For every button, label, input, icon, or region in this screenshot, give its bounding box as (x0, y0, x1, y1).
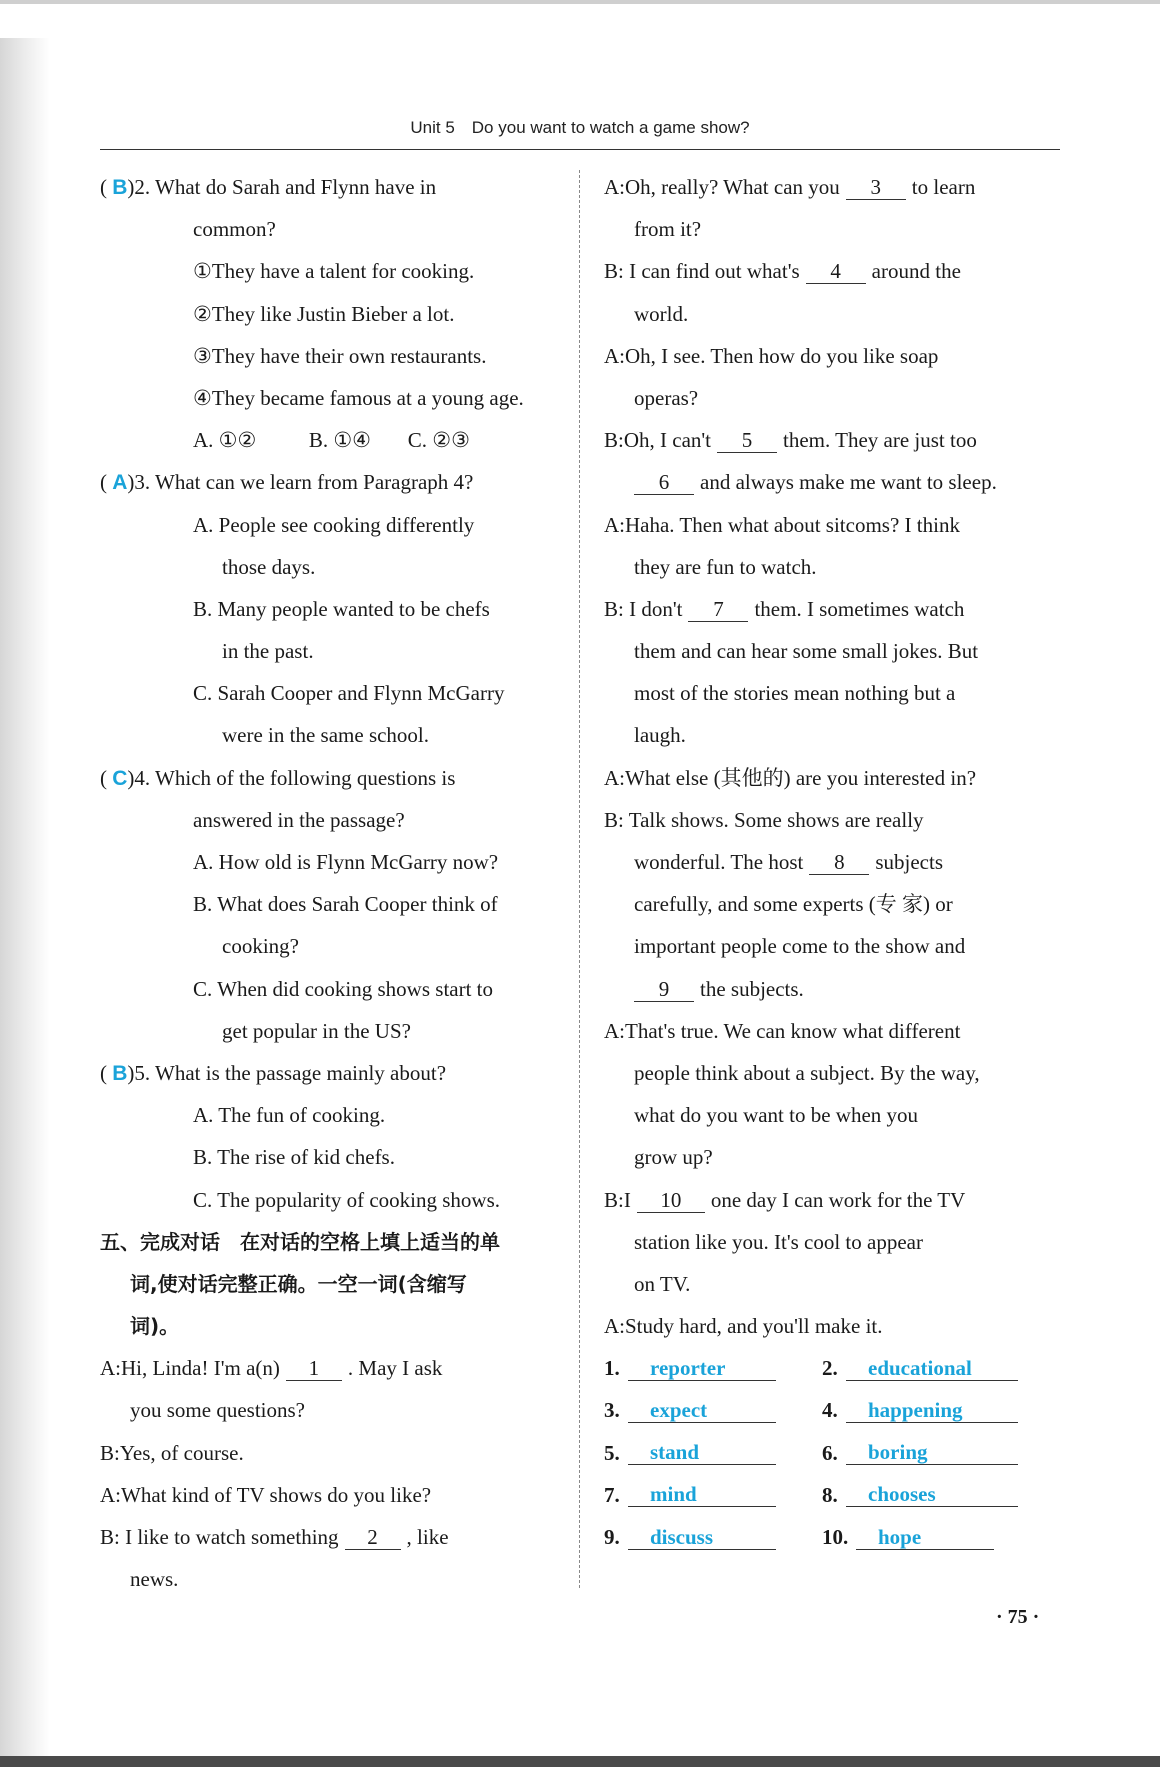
q3-option-cont: those days. (222, 554, 316, 579)
header-rule (100, 149, 1060, 150)
blank-3: 3 (846, 175, 906, 200)
top-edge-shade (0, 0, 1160, 4)
dialog-line: you some questions? (130, 1398, 305, 1423)
dialog-line: operas? (634, 385, 699, 410)
dialog-line: A:Oh, really? What can you 3 to learn (604, 175, 976, 199)
question-2: ( B)2. What do Sarah and Flynn have in (100, 175, 437, 199)
answer-q5: B (112, 1061, 128, 1085)
page-number: · 75 · (996, 1606, 1040, 1628)
blank-7: 7 (688, 597, 748, 622)
running-header: Unit 5 Do you want to watch a game show? (410, 118, 750, 137)
answer-key (604, 1347, 1060, 1558)
q5-option: B. The rise of kid chefs. (193, 1145, 395, 1170)
blank-8: 8 (809, 850, 869, 875)
dialog-line: world. (634, 301, 689, 326)
dialog-line: people think about a subject. By the way, (634, 1060, 980, 1085)
answer-q4: C (112, 766, 128, 790)
left-column (100, 166, 557, 1600)
q2-option: ②They like Justin Bieber a lot. (193, 301, 455, 326)
dialog-line: B: I don't 7 them. I sometimes watch (604, 596, 965, 621)
dialog-line: carefully, and some experts (专 家) or (634, 892, 953, 917)
blank-4: 4 (806, 259, 866, 284)
dialog-line: news. (130, 1567, 179, 1592)
answer-q2: B (112, 176, 128, 199)
dialog-line: B: I like to watch something 2 , like (100, 1525, 449, 1549)
dialog-line: A:What kind of TV shows do you like? (100, 1482, 432, 1507)
q3-option: C. Sarah Cooper and Flynn McGarry (193, 681, 505, 706)
blank-6: 6 (634, 470, 694, 495)
section-instructions: 词)。 (130, 1314, 180, 1339)
dialog-line: A:What else (其他的) are you interested in? (604, 765, 977, 790)
q3-option-cont: were in the same school. (222, 723, 430, 748)
q4-option-cont: cooking? (222, 934, 299, 959)
dialog-line: on TV. (634, 1271, 691, 1296)
blank-2: 2 (345, 1525, 401, 1550)
q5-option: C. The popularity of cooking shows. (193, 1187, 501, 1212)
dialog-line: A:Study hard, and you'll make it. (604, 1314, 883, 1339)
answer-2: educational (846, 1356, 1018, 1381)
dialog-line: station like you. It's cool to appear (634, 1229, 923, 1254)
answer-row: 5. stand 6. boring (604, 1432, 1060, 1474)
q3-option: A. People see cooking differently (193, 512, 475, 537)
q4-option-cont: get popular in the US? (222, 1018, 411, 1043)
section-title: 五、完成对话 在对话的空格上填上适当的单 (100, 1229, 500, 1254)
answer-10: hope (856, 1525, 994, 1550)
answer-4: happening (846, 1398, 1018, 1423)
q2-option: ④They became famous at a young age. (193, 385, 524, 410)
answer-9: discuss (628, 1525, 776, 1550)
q2-option: ③They have their own restaurants. (193, 343, 487, 368)
blank-1: 1 (286, 1356, 342, 1381)
section-instructions: 词,使对话完整正确。一空一词(含缩写 (130, 1271, 467, 1296)
dialog-line: grow up? (634, 1145, 713, 1170)
q3-option-cont: in the past. (222, 639, 314, 664)
q4-text: answered in the passage? (193, 807, 405, 832)
question-4: ( C)4. Which of the following questions is (100, 765, 456, 790)
blank-9: 9 (634, 977, 694, 1002)
answer-3: expect (628, 1398, 776, 1423)
answer-8: chooses (846, 1482, 1018, 1507)
page-fold-shade (0, 38, 50, 1767)
question-5: ( B)5. What is the passage mainly about? (100, 1060, 447, 1085)
q3-option: B. Many people wanted to be chefs (193, 596, 490, 621)
dialog-line: 9 the subjects. (604, 968, 1060, 1010)
dialog-line: wonderful. The host 8 subjects (634, 850, 943, 874)
q2-text: common? (193, 217, 276, 242)
dialog-line: they are fun to watch. (634, 554, 817, 579)
dialog-line: most of the stories mean nothing but a (634, 681, 956, 706)
q4-option: B. What does Sarah Cooper think of (193, 892, 498, 917)
answer-q3: A (112, 471, 128, 495)
dialog-line: important people come to the show and (634, 934, 966, 959)
answer-6: boring (846, 1440, 1018, 1465)
q5-option: A. The fun of cooking. (193, 1103, 386, 1128)
dialog-line: what do you want to be when you (634, 1103, 919, 1128)
dialog-line: them and can hear some small jokes. But (634, 639, 979, 664)
question-3: ( A)3. What can we learn from Paragraph 4? (100, 470, 474, 495)
column-divider (579, 170, 580, 1588)
dialog-line: A:That's true. We can know what different (604, 1018, 961, 1043)
dialog-line: A:Hi, Linda! I'm a(n) 1 . May I ask (100, 1356, 443, 1381)
answer-1: reporter (628, 1356, 776, 1381)
dialog-line: A:Haha. Then what about sitcoms? I think (604, 512, 960, 537)
answer-row: 1. reporter 2. educational (604, 1347, 1060, 1389)
answer-row: 9. discuss 10. hope (604, 1516, 1060, 1558)
dialog-line: 6 and always make me want to sleep. (604, 461, 1060, 503)
answer-row: 7. mind 8. chooses (604, 1474, 1060, 1516)
q2-option: ①They have a talent for cooking. (193, 259, 475, 284)
right-column (604, 166, 1060, 1558)
q4-option: C. When did cooking shows start to (193, 976, 494, 1001)
dialog-line: B:Oh, I can't 5 them. They are just too (604, 428, 977, 453)
answer-7: mind (628, 1482, 776, 1507)
dialog-line: B: Talk shows. Some shows are really (604, 807, 924, 832)
answer-row: 3. expect 4. happening (604, 1389, 1060, 1431)
dialog-line: laugh. (634, 723, 686, 748)
blank-10: 10 (637, 1188, 705, 1213)
dialog-line: from it? (634, 217, 702, 242)
q2-choices: A. ①② B. ①④ C. ②③ (193, 428, 470, 453)
dialog-line: A:Oh, I see. Then how do you like soap (604, 343, 939, 368)
bottom-edge-bar (0, 1756, 1160, 1767)
dialog-line: B: I can find out what's 4 around the (604, 259, 961, 284)
q4-option: A. How old is Flynn McGarry now? (193, 850, 499, 874)
dialog-line: B:I 10 one day I can work for the TV (604, 1187, 966, 1212)
answer-5: stand (628, 1440, 776, 1465)
blank-5: 5 (717, 428, 777, 453)
dialog-line: B:Yes, of course. (100, 1440, 244, 1465)
